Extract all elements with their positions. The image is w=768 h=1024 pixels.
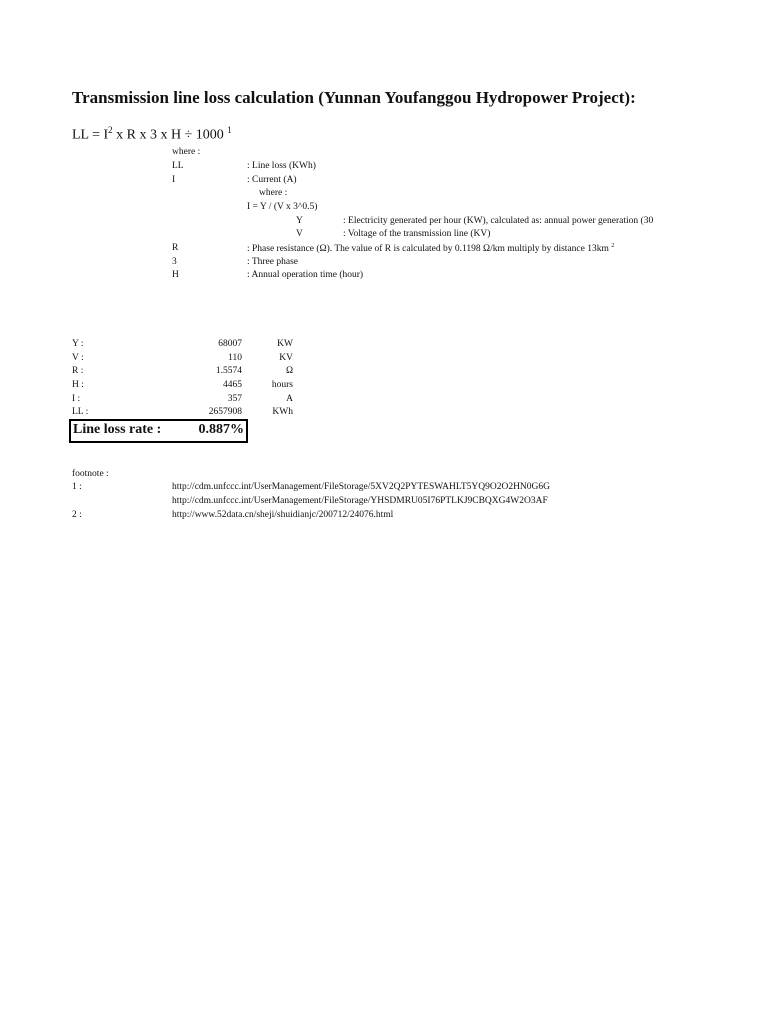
def-desc-r (247, 243, 614, 254)
value-i: 357 (227, 394, 242, 404)
footnote-num-1: 1 : (72, 482, 82, 492)
def-desc-r-ref: 2 (611, 243, 615, 249)
sub-where-label: where : (259, 188, 288, 198)
formula-rest: x R x 3 x H ÷ 1000 (112, 127, 228, 143)
def-desc-i: : Current (A) (247, 175, 297, 185)
def-desc-3: : Three phase (247, 257, 298, 267)
footnote-label: footnote : (72, 469, 109, 479)
line-loss-rate-box (69, 419, 248, 443)
current-formula: I = Y / (V x 3^0.5) (247, 202, 318, 212)
formula-main: LL = I (72, 127, 109, 143)
unit-y: KW (277, 339, 293, 349)
unit-r: Ω (285, 366, 293, 376)
line-loss-rate-label: Line loss rate : (73, 422, 162, 437)
def-sym-r: R (172, 243, 179, 253)
subdef-desc-v: : Voltage of the transmission line (KV) (343, 229, 491, 239)
def-desc-h: : Annual operation time (hour) (247, 270, 364, 280)
value-r: 1.5574 (215, 366, 242, 376)
value-h: 4465 (223, 380, 242, 390)
line-loss-rate-value: 0.887% (198, 422, 244, 437)
formula-exponent: 2 (108, 125, 113, 135)
footnote-link-1b[interactable]: http://cdm.unfccc.int/UserManagement/FileStorage/YHSDMRU05I76PTLKJ9CBQXG4W2O3AF (172, 496, 548, 506)
value-v: 110 (228, 353, 242, 363)
formula-footnote-ref: 1 (227, 125, 232, 135)
footnote-num-2: 2 : (72, 510, 82, 520)
value-label-ll: LL : (72, 407, 89, 417)
def-desc-r-text: : Phase resistance (Ω). The value of R is calculated by 0.1198 Ω/km multiply by distance 13km (247, 244, 612, 255)
unit-i: A (286, 394, 293, 404)
unit-h: hours (271, 380, 293, 390)
value-label-h: H : (72, 380, 84, 390)
page-title: Transmission line loss calculation (Yunnan Youfanggou Hydropower Project): (72, 88, 636, 107)
def-desc-ll: : Line loss (KWh) (247, 161, 316, 171)
value-label-v: V : (72, 353, 84, 363)
def-sym-i: I (172, 175, 176, 185)
subdef-sym-v: V (296, 229, 303, 239)
unit-v: KV (279, 353, 293, 363)
subdef-sym-y: Y (296, 216, 303, 226)
loss-formula (72, 125, 232, 144)
def-sym-3: 3 (172, 257, 177, 267)
value-y: 68007 (218, 339, 242, 349)
where-label: where : (172, 147, 201, 157)
footnote-link-2[interactable]: http://www.52data.cn/sheji/shuidianjc/200712/24076.html (172, 510, 394, 520)
value-label-y: Y : (72, 339, 84, 349)
value-ll: 2657908 (208, 407, 242, 417)
value-label-r: R : (72, 366, 84, 376)
subdef-desc-y: : Electricity generated per hour (KW), calculated as: annual power generation (30 (343, 216, 654, 226)
def-sym-ll: LL (172, 161, 184, 171)
unit-ll: KWh (272, 407, 293, 417)
value-label-i: I : (72, 394, 81, 404)
def-sym-h: H (172, 270, 179, 280)
footnote-link-1a[interactable]: http://cdm.unfccc.int/UserManagement/FileStorage/5XV2Q2PYTESWAHLT5YQ9O2O2HN0G6G (172, 482, 551, 492)
